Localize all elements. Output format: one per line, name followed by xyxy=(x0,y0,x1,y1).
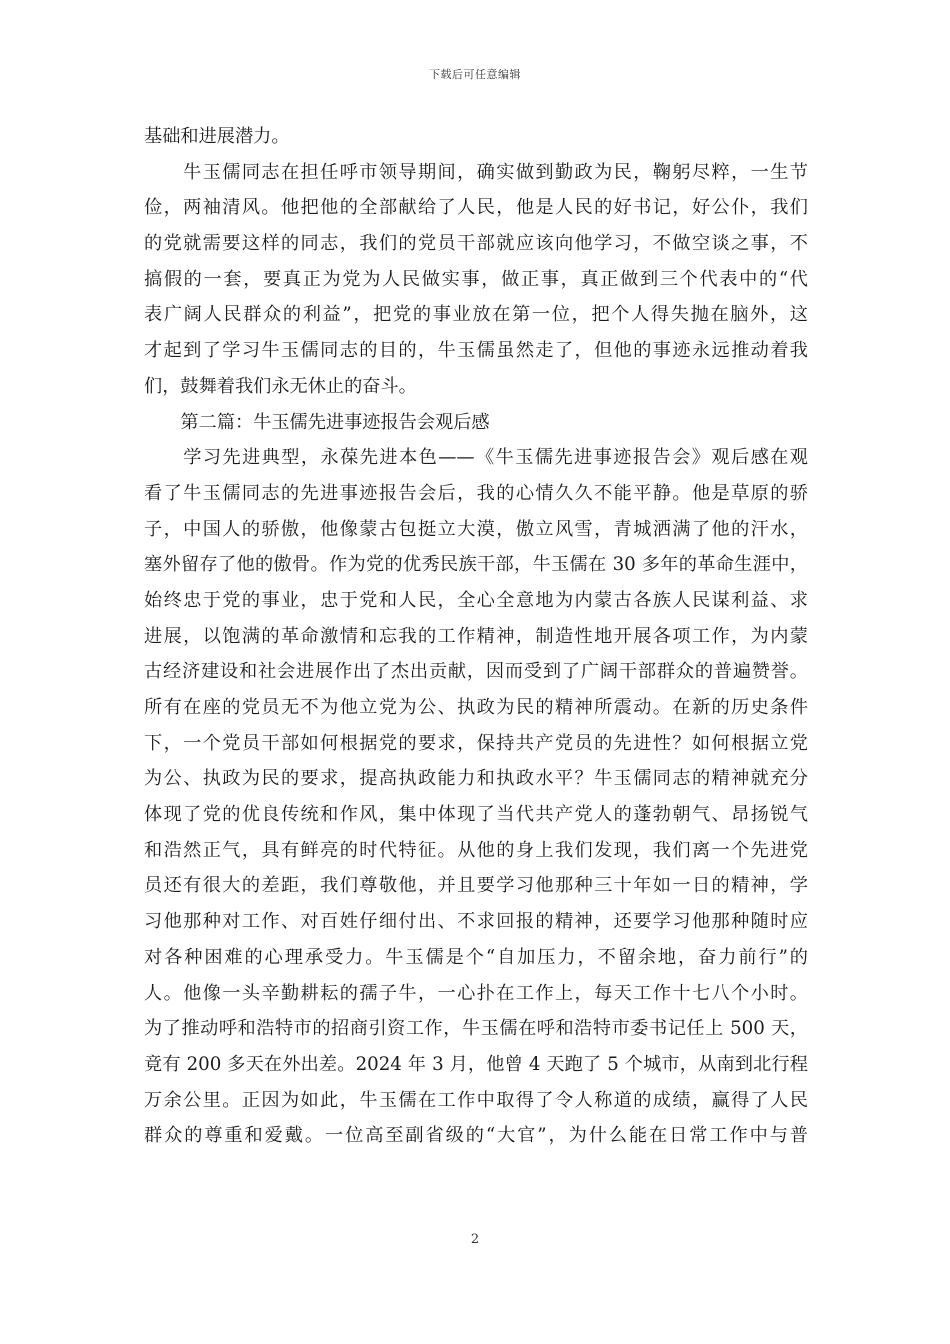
text-line: 始终忠于党的事业，忠于党和人民，全心全意地为内蒙古各族人民谋利益、求 xyxy=(144,589,808,611)
text-line: 们，鼓舞着我们永无休止的奋斗。 xyxy=(144,375,417,397)
text-line: 看了牛玉儒同志的先进事迹报告会后，我的心情久久不能平静。他是草原的骄 xyxy=(144,482,808,504)
text-line: 进展，以饱满的革命激情和忘我的工作精神，制造性地开展各项工作，为内蒙 xyxy=(144,625,808,647)
text-line: 基础和进展潜力。 xyxy=(144,126,290,147)
text-line: 为公、执政为民的要求，提高执政能力和执政水平？牛玉儒同志的精神就充分 xyxy=(144,768,808,790)
text-line: 表广阔人民群众的利益”，把党的事业放在第一位，把个人得失抛在脑外，这 xyxy=(144,304,808,326)
text-line: 为了推动呼和浩特市的招商引资工作，牛玉儒在呼和浩特市委书记任上 500 天， xyxy=(144,1018,808,1040)
text-line: 搞假的一套，要真正为党为人民做实事，做正事，真正做到三个代表中的“代 xyxy=(144,268,808,290)
document-body xyxy=(144,119,808,1154)
text-line: 牛玉儒同志在担任呼市领导期间，确实做到勤政为民，鞠躬尽粹，一生节 xyxy=(144,161,808,183)
text-line: 才起到了学习牛玉儒同志的目的，牛玉儒虽然走了，但他的事迹永远推动着我 xyxy=(144,340,808,362)
text-line: 对各种困难的心理承受力。牛玉儒是个“自加压力，不留余地，奋力前行”的 xyxy=(144,946,808,968)
text-line: 万余公里。正因为如此，牛玉儒在工作中取得了令人称道的成绩，赢得了人民 xyxy=(144,1089,808,1111)
text-line: 俭，两袖清风。他把他的全部献给了人民，他是人民的好书记，好公仆，我们 xyxy=(144,197,808,219)
text-line: 古经济建设和社会进展作出了杰出贡献，因而受到了广阔干部群众的普遍赞誉。 xyxy=(144,661,808,683)
text-line: 的党就需要这样的同志，我们的党员干部就应该向他学习，不做空谈之事，不 xyxy=(144,233,808,255)
text-line: 第二篇：牛玉儒先进事迹报告会观后感 xyxy=(144,411,490,433)
page-number: 2 xyxy=(470,1232,480,1247)
page-header: 下载后可任意编辑 xyxy=(429,68,521,81)
text-line: 体现了党的优良传统和作风，集中体现了当代共产党人的蓬勃朝气、昂扬锐气 xyxy=(144,804,808,826)
text-line: 习他那种对工作、对百姓仔细付出、不求回报的精神，还要学习他那种随时应 xyxy=(144,911,808,933)
text-line: 子，中国人的骄傲，他像蒙古包挺立大漠，傲立风雪，青城洒满了他的汗水， xyxy=(144,518,808,540)
text-line: 和浩然正气，具有鲜亮的时代特征。从他的身上我们发现，我们离一个先进党 xyxy=(144,839,808,861)
text-line: 人。他像一头辛勤耕耘的孺子牛，一心扑在工作上，每天工作十七八个小时。 xyxy=(144,982,808,1004)
text-line: 员还有很大的差距，我们尊敬他，并且要学习他那种三十年如一日的精神，学 xyxy=(144,875,808,897)
text-line: 塞外留存了他的傲骨。作为党的优秀民族干部，牛玉儒在 30 多年的革命生涯中， xyxy=(144,554,808,576)
text-line: 竟有 200 多天在外出差。2024 年 3 月，他曾 4 天跑了 5 个城市，从南到北行程 xyxy=(144,1053,808,1075)
text-line: 学习先进典型，永葆先进本色——《牛玉儒先进事迹报告会》观后感在观 xyxy=(144,447,808,469)
text-line: 下，一个党员干部如何根据党的要求，保持共产党员的先进性？如何根据立党 xyxy=(144,732,808,754)
text-line: 所有在座的党员无不为他立党为公、执政为民的精神所震动。在新的历史条件 xyxy=(144,697,808,718)
text-line: 群众的尊重和爱戴。一位高至副省级的“大官”，为什么能在日常工作中与普 xyxy=(144,1125,808,1147)
